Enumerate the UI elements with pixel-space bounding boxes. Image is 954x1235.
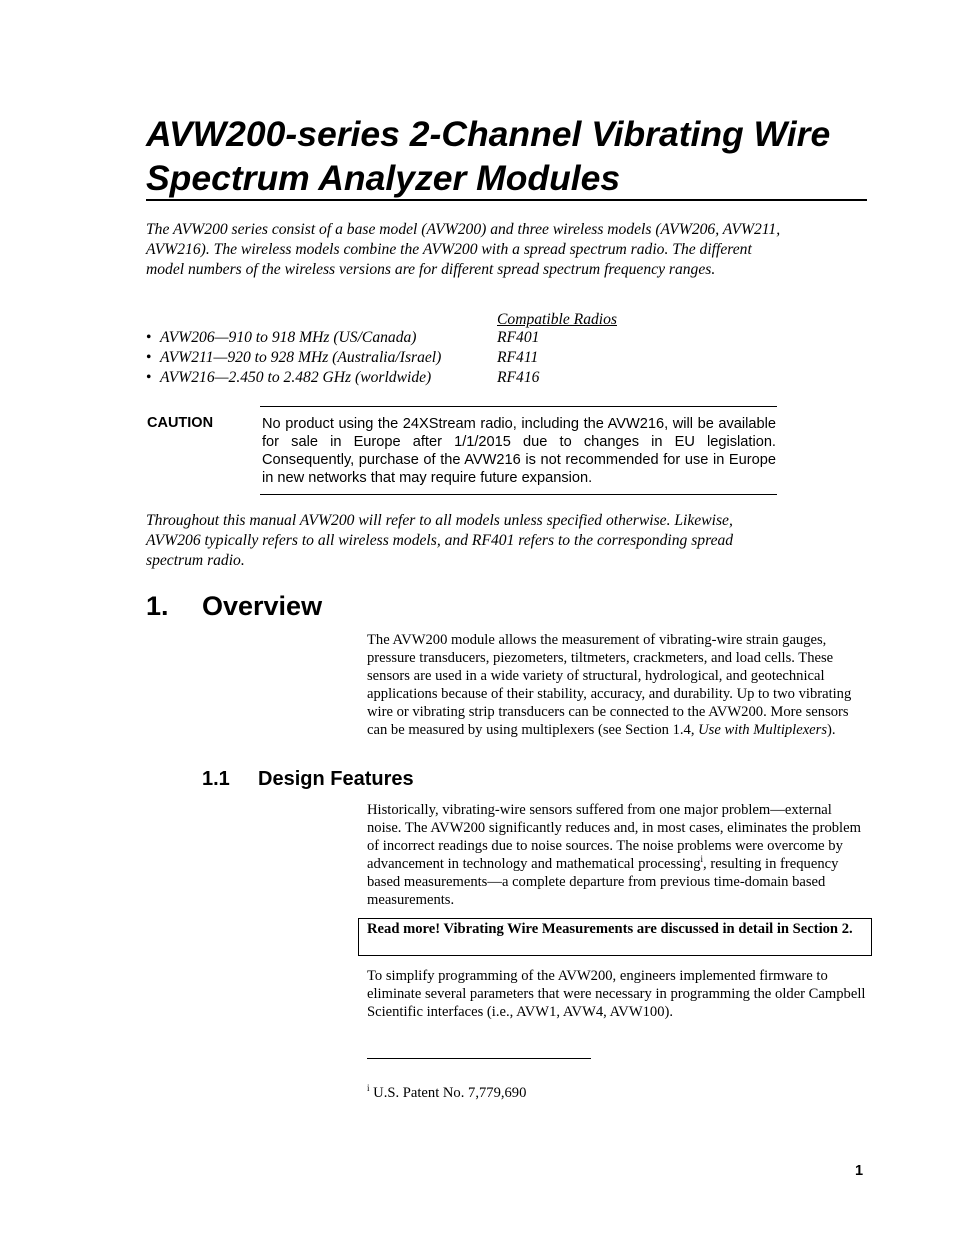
model-name: AVW211—920 to 928 MHz (Australia/Israel): [160, 349, 442, 366]
overview-text-end: ).: [827, 722, 836, 738]
compatible-radio: RF416: [497, 369, 540, 386]
compatible-radios-header: Compatible Radios: [497, 311, 617, 328]
model-list-item: [146, 348, 766, 368]
design-paragraph: [367, 801, 867, 909]
overview-paragraph: [367, 631, 867, 739]
compatible-radio: RF401: [497, 329, 540, 346]
caution-label: CAUTION: [147, 415, 214, 431]
read-more-text: Read more! Vibrating Wire Measurements are discussed in detail in Section 2.: [367, 921, 853, 937]
footnote: [367, 1084, 526, 1102]
multiplexers-reference: Use with Multiplexers: [698, 722, 828, 738]
footnote-marker: i: [700, 854, 704, 865]
section-number: 1.: [146, 591, 169, 621]
footnote-marker: i: [367, 1083, 370, 1094]
page-number: 1: [855, 1163, 864, 1179]
bullet: •: [146, 349, 152, 366]
subsection-heading: Design Features: [258, 768, 414, 790]
caution-rule-top: [260, 406, 777, 407]
model-name: AVW216—2.450 to 2.482 GHz (worldwide): [160, 369, 432, 386]
document-title: AVW200-series 2-Channel Vibrating Wire Spectrum Analyzer Modules: [146, 114, 831, 198]
design-text: Historically, vibrating-wire sensors suffered from one major problem—external noise. The AVW200 significantly reduces and, in most cases, eliminates the problem of incorrect readings due to noise sources. The noise problems were overcome by advancement in technology and mathematical processing: [367, 802, 861, 872]
caution-text: No product using the 24XStream radio, including the AVW216, will be available for sale in Europe after 1/1/2015 due to changes in EU legislation. Consequently, purchase of the AVW216 is not recommended for use in Europe in new networks that may require future expansion.: [262, 416, 776, 486]
intro-paragraph: The AVW200 series consist of a base model (AVW200) and three wireless models (AVW206, AVW211, AVW216). The wireless models combine the AVW200 with a spread spectrum radio. The different model numbers of the wireless versions are for different spread spectrum frequency ranges.: [146, 221, 781, 278]
design-text-end: , resulting in frequency based measurements—a complete departure from previous time-domain based measurements.: [367, 856, 839, 908]
compatible-radio: RF411: [497, 349, 539, 366]
bullet: •: [146, 329, 152, 346]
bullet: •: [146, 369, 152, 386]
model-list-item: [146, 328, 766, 348]
model-name: AVW206—910 to 918 MHz (US/Canada): [160, 329, 417, 346]
footnote-text: U.S. Patent No. 7,779,690: [369, 1085, 527, 1101]
footnote-rule: [367, 1058, 591, 1059]
simplify-paragraph: To simplify programming of the AVW200, engineers implemented firmware to eliminate several parameters that were necessary in programming the older Campbell Scientific interfaces (i.e., AVW1, AVW4, AVW100).: [367, 968, 866, 1020]
subsection-number: 1.1: [202, 768, 230, 790]
caution-rule-bottom: [260, 494, 777, 495]
model-list-item: [146, 368, 766, 388]
overview-text: The AVW200 module allows the measurement of vibrating-wire strain gauges, pressure transducers, piezometers, tiltmeters, crackmeters, and load cells. These sensors are used in a wide variety of structural, hydrological, and geotechnical applications because of their stability, accuracy, and durability. Up to two vibrating wire or vibrating strip transducers can be connected to the AVW200. More sensors can be measured by using multiplexers (see Section 1.4,: [367, 632, 852, 738]
model-reference-note: Throughout this manual AVW200 will refer to all models unless specified otherwise. Likewise, AVW206 typically refers to all wireless models, and RF401 refers to the corresponding spread spectrum radio.: [146, 512, 734, 569]
title-rule: [146, 199, 867, 201]
section-heading: Overview: [202, 591, 323, 621]
